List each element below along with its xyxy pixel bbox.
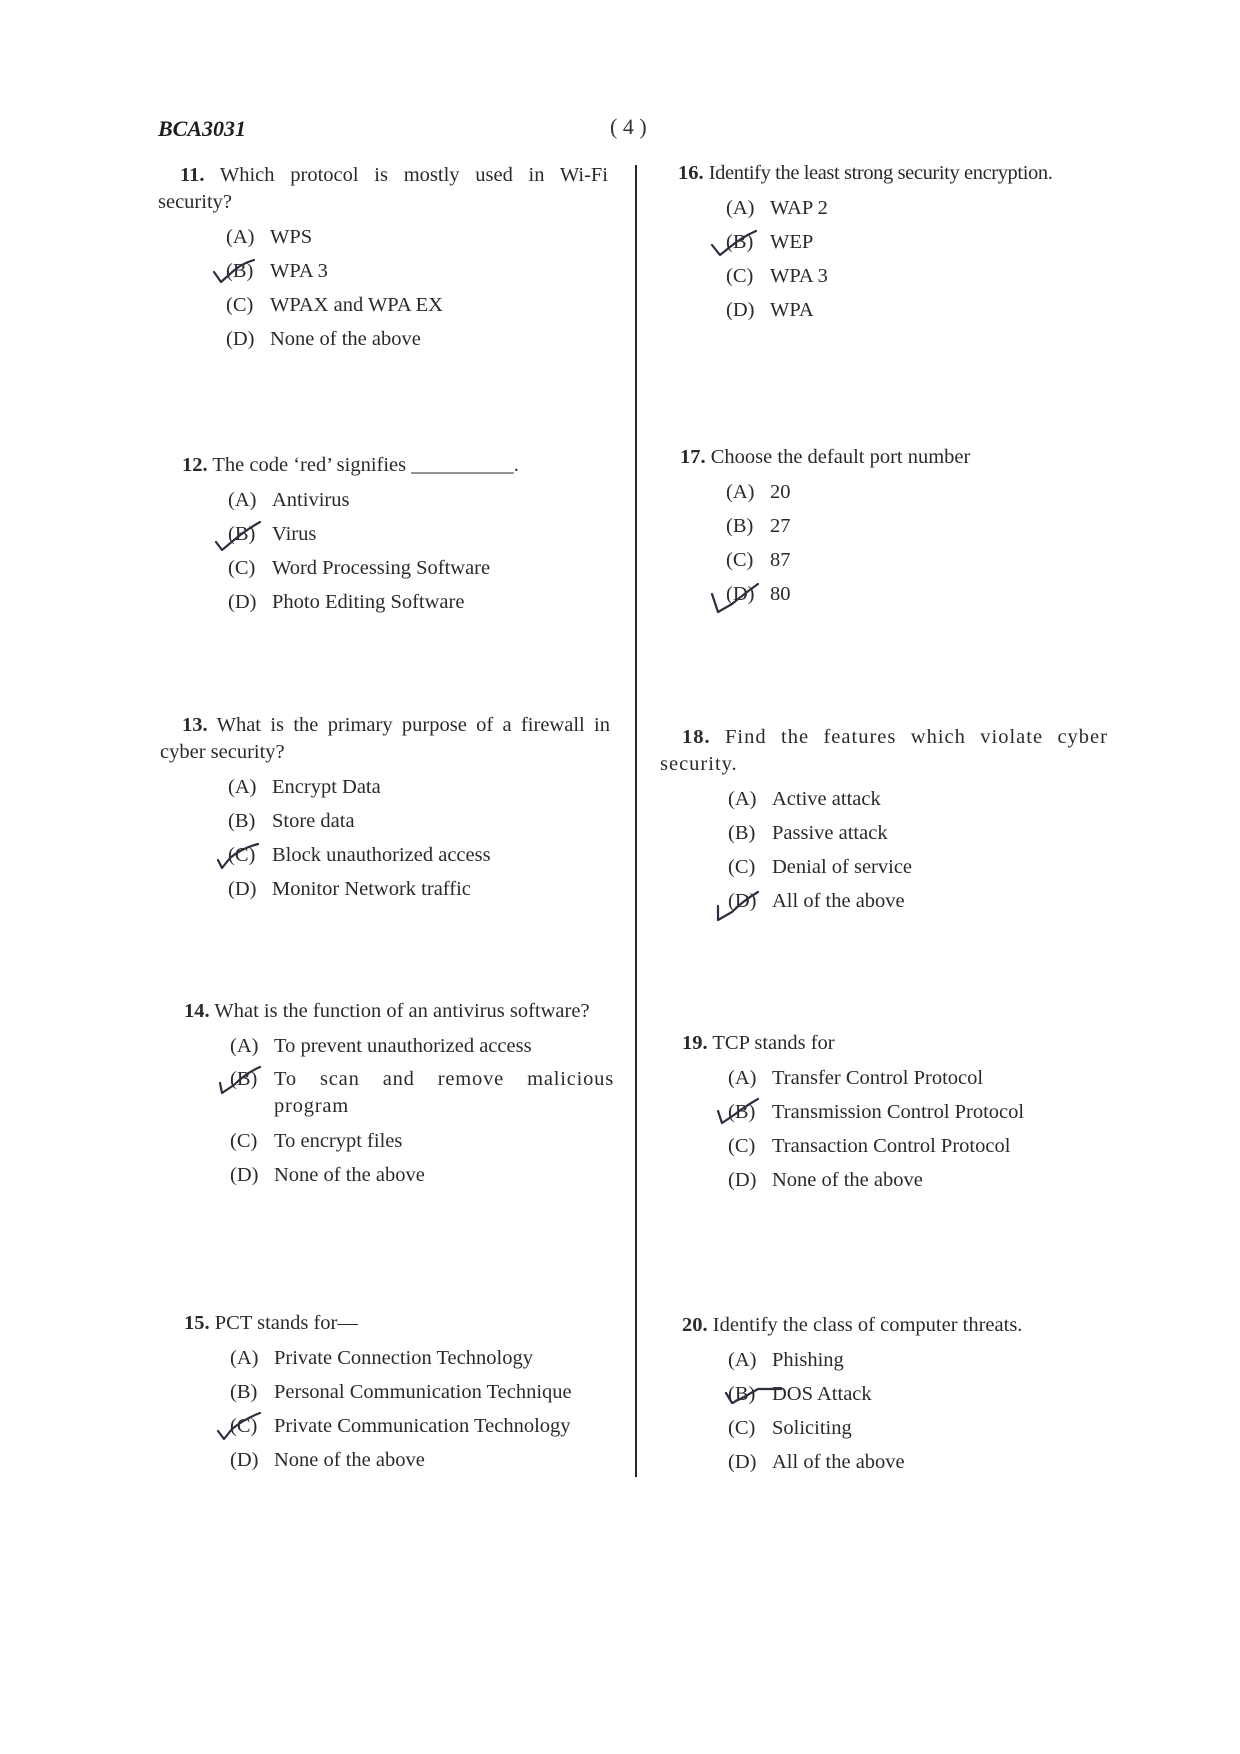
option-d[interactable]	[728, 1445, 1132, 1479]
option-d[interactable]	[726, 577, 1130, 611]
option-text: 20	[770, 481, 791, 503]
option-letter: (C)	[230, 1130, 258, 1152]
option-d[interactable]	[230, 1158, 612, 1192]
question-stem	[660, 724, 1108, 778]
option-text: Encrypt Data	[272, 776, 381, 798]
option-text: All of the above	[772, 890, 905, 912]
option-c[interactable]	[228, 551, 610, 585]
page-number: ( 4 )	[610, 114, 647, 139]
option-letter: (D)	[728, 1169, 757, 1191]
option-a[interactable]	[726, 475, 1130, 509]
option-text: WPA 3	[270, 260, 328, 282]
question-17	[680, 444, 1130, 611]
question-13	[160, 712, 610, 906]
option-d[interactable]	[726, 293, 1128, 327]
option-text: DOS Attack	[772, 1383, 872, 1405]
option-text: Soliciting	[772, 1417, 852, 1439]
option-c[interactable]	[728, 850, 1108, 884]
option-text: Word Processing Software	[272, 557, 491, 579]
option-text: Phishing	[772, 1349, 844, 1371]
option-text: Denial of service	[772, 856, 913, 878]
option-b[interactable]	[726, 509, 1130, 543]
option-b[interactable]	[726, 225, 1128, 259]
option-letter: (B)	[726, 231, 754, 253]
option-letter: (A)	[726, 481, 755, 503]
question-number: 19.	[682, 1032, 708, 1054]
options-list	[728, 1343, 1132, 1479]
option-text: Private Communication Technology	[274, 1415, 571, 1437]
option-letter: (D)	[728, 890, 757, 912]
option-c[interactable]	[726, 543, 1130, 577]
option-letter: (D)	[726, 583, 755, 605]
option-letter: (B)	[226, 260, 254, 282]
option-b[interactable]	[228, 517, 610, 551]
option-text: All of the above	[772, 1451, 905, 1473]
option-letter: (D)	[226, 328, 255, 350]
question-number: 12.	[182, 454, 208, 476]
question-number: 13.	[182, 714, 208, 736]
question-stem	[160, 712, 610, 766]
question-stem	[162, 1310, 612, 1337]
option-text: None of the above	[274, 1449, 425, 1471]
option-letter: (B)	[230, 1068, 258, 1090]
option-d[interactable]	[728, 1163, 1132, 1197]
option-letter: (C)	[728, 856, 756, 878]
option-letter: (D)	[728, 1451, 757, 1473]
option-c[interactable]	[728, 1411, 1132, 1445]
question-stem	[682, 1030, 1132, 1057]
option-text: Block unauthorized access	[272, 844, 491, 866]
question-number: 15.	[184, 1312, 210, 1334]
option-letter: (B)	[728, 822, 756, 844]
options-list	[228, 770, 610, 906]
option-b[interactable]	[228, 804, 610, 838]
option-letter: (C)	[726, 549, 754, 571]
option-a[interactable]	[728, 782, 1108, 816]
option-text: WEP	[770, 231, 814, 253]
question-20	[682, 1312, 1132, 1479]
option-text: Photo Editing Software	[272, 591, 465, 613]
options-list	[726, 475, 1130, 611]
options-list	[226, 220, 608, 356]
option-d[interactable]	[226, 322, 608, 356]
question-text: What is the function of an antivirus software?	[214, 1000, 590, 1022]
question-number: 17.	[680, 446, 706, 468]
option-text: Transfer Control Protocol	[772, 1067, 984, 1089]
option-text: Transaction Control Protocol	[772, 1135, 1011, 1157]
option-text: Active attack	[772, 788, 881, 810]
option-text: To scan and remove malicious program	[274, 1068, 614, 1117]
option-text: To prevent unauthorized access	[274, 1035, 532, 1057]
question-text: The code ‘red’ signifies __________.	[212, 454, 519, 476]
option-text: WPA	[770, 299, 814, 321]
question-stem	[162, 998, 612, 1025]
options-list	[230, 1341, 612, 1477]
option-letter: (A)	[728, 1349, 757, 1371]
question-text: Identify the least strong security encryption.	[708, 162, 1053, 184]
question-text: Find the features which violate cyber security.	[660, 726, 1108, 775]
option-a[interactable]	[228, 770, 610, 804]
option-letter: (C)	[728, 1417, 756, 1439]
options-list	[728, 1061, 1132, 1197]
option-letter: (D)	[228, 591, 257, 613]
option-letter: (B)	[728, 1383, 756, 1405]
option-d[interactable]	[230, 1443, 612, 1477]
option-text: None of the above	[772, 1169, 923, 1191]
option-letter: (A)	[230, 1347, 259, 1369]
option-d[interactable]	[228, 872, 610, 906]
option-text: WPAX and WPA EX	[270, 294, 443, 316]
question-18	[660, 724, 1108, 918]
option-a[interactable]	[230, 1029, 612, 1063]
question-stem	[680, 444, 1130, 471]
option-b[interactable]	[728, 1377, 1132, 1411]
question-stem	[160, 452, 610, 479]
options-list	[728, 782, 1108, 918]
question-stem	[158, 162, 608, 216]
question-19	[682, 1030, 1132, 1197]
question-text: Choose the default port number	[710, 446, 971, 468]
option-c[interactable]	[726, 259, 1128, 293]
question-number: 20.	[682, 1314, 708, 1336]
option-letter: (A)	[230, 1035, 259, 1057]
option-letter: (A)	[228, 489, 257, 511]
option-letter: (B)	[228, 523, 256, 545]
option-letter: (A)	[726, 197, 755, 219]
question-16	[678, 160, 1128, 327]
question-14	[162, 998, 612, 1192]
option-text: WPA 3	[770, 265, 828, 287]
option-text: None of the above	[274, 1164, 425, 1186]
option-text: Store data	[272, 810, 355, 832]
question-number: 14.	[184, 1000, 210, 1022]
option-a[interactable]	[226, 220, 608, 254]
option-text: Transmission Control Protocol	[772, 1101, 1025, 1123]
option-c[interactable]	[728, 1129, 1132, 1163]
option-text: WAP 2	[770, 197, 828, 219]
question-number: 16.	[678, 162, 704, 184]
option-d[interactable]	[228, 585, 610, 619]
question-text: What is the primary purpose of a firewall in cyber security?	[160, 714, 610, 763]
question-stem	[678, 160, 1128, 187]
option-a[interactable]	[728, 1061, 1132, 1095]
option-text: Personal Communication Technique	[274, 1381, 572, 1403]
option-a[interactable]	[228, 483, 610, 517]
option-text: Passive attack	[772, 822, 888, 844]
option-letter: (B)	[228, 810, 256, 832]
option-b[interactable]	[728, 816, 1108, 850]
option-letter: (C)	[726, 265, 754, 287]
question-number: 18.	[682, 726, 711, 748]
question-text: Identify the class of computer threats.	[712, 1314, 1023, 1336]
option-c[interactable]	[226, 288, 608, 322]
option-letter: (D)	[230, 1164, 259, 1186]
option-text: Antivirus	[272, 489, 350, 511]
question-stem	[682, 1312, 1132, 1339]
option-text: Virus	[272, 523, 317, 545]
option-b[interactable]	[728, 1095, 1132, 1129]
option-b[interactable]	[230, 1375, 612, 1409]
question-11	[158, 162, 608, 356]
option-text: WPS	[270, 226, 313, 248]
option-letter: (B)	[728, 1101, 756, 1123]
course-code: BCA3031	[158, 116, 247, 141]
question-12	[160, 452, 610, 619]
option-letter: (D)	[726, 299, 755, 321]
question-text: PCT stands for—	[214, 1312, 358, 1334]
option-letter: (C)	[226, 294, 254, 316]
question-text: TCP stands for	[712, 1032, 835, 1054]
column-divider	[635, 165, 637, 1477]
option-letter: (C)	[228, 844, 256, 866]
question-15	[162, 1310, 612, 1477]
option-b[interactable]	[230, 1063, 612, 1124]
option-a[interactable]	[728, 1343, 1132, 1377]
question-number: 11.	[180, 164, 205, 186]
option-text: To encrypt files	[274, 1130, 403, 1152]
option-letter: (A)	[728, 788, 757, 810]
option-letter: (B)	[230, 1381, 258, 1403]
option-letter: (A)	[728, 1067, 757, 1089]
option-letter: (D)	[230, 1449, 259, 1471]
option-c[interactable]	[228, 838, 610, 872]
option-letter: (A)	[226, 226, 255, 248]
question-text: Which protocol is mostly used in Wi-Fi security?	[158, 164, 609, 213]
option-text: 80	[770, 583, 791, 605]
option-letter: (C)	[228, 557, 256, 579]
option-text: Private Connection Technology	[274, 1347, 533, 1369]
option-letter: (B)	[726, 515, 754, 537]
option-d[interactable]	[728, 884, 1108, 918]
option-text: 27	[770, 515, 791, 537]
option-letter: (D)	[228, 878, 257, 900]
option-a[interactable]	[230, 1341, 612, 1375]
option-a[interactable]	[726, 191, 1128, 225]
option-text: Monitor Network traffic	[272, 878, 471, 900]
option-b[interactable]	[226, 254, 608, 288]
option-letter: (C)	[230, 1415, 258, 1437]
options-list	[726, 191, 1128, 327]
option-c[interactable]	[230, 1409, 612, 1443]
options-list	[228, 483, 610, 619]
option-text: 87	[770, 549, 791, 571]
option-letter: (C)	[728, 1135, 756, 1157]
option-text: None of the above	[270, 328, 421, 350]
option-c[interactable]	[230, 1124, 612, 1158]
option-letter: (A)	[228, 776, 257, 798]
options-list	[230, 1029, 612, 1192]
